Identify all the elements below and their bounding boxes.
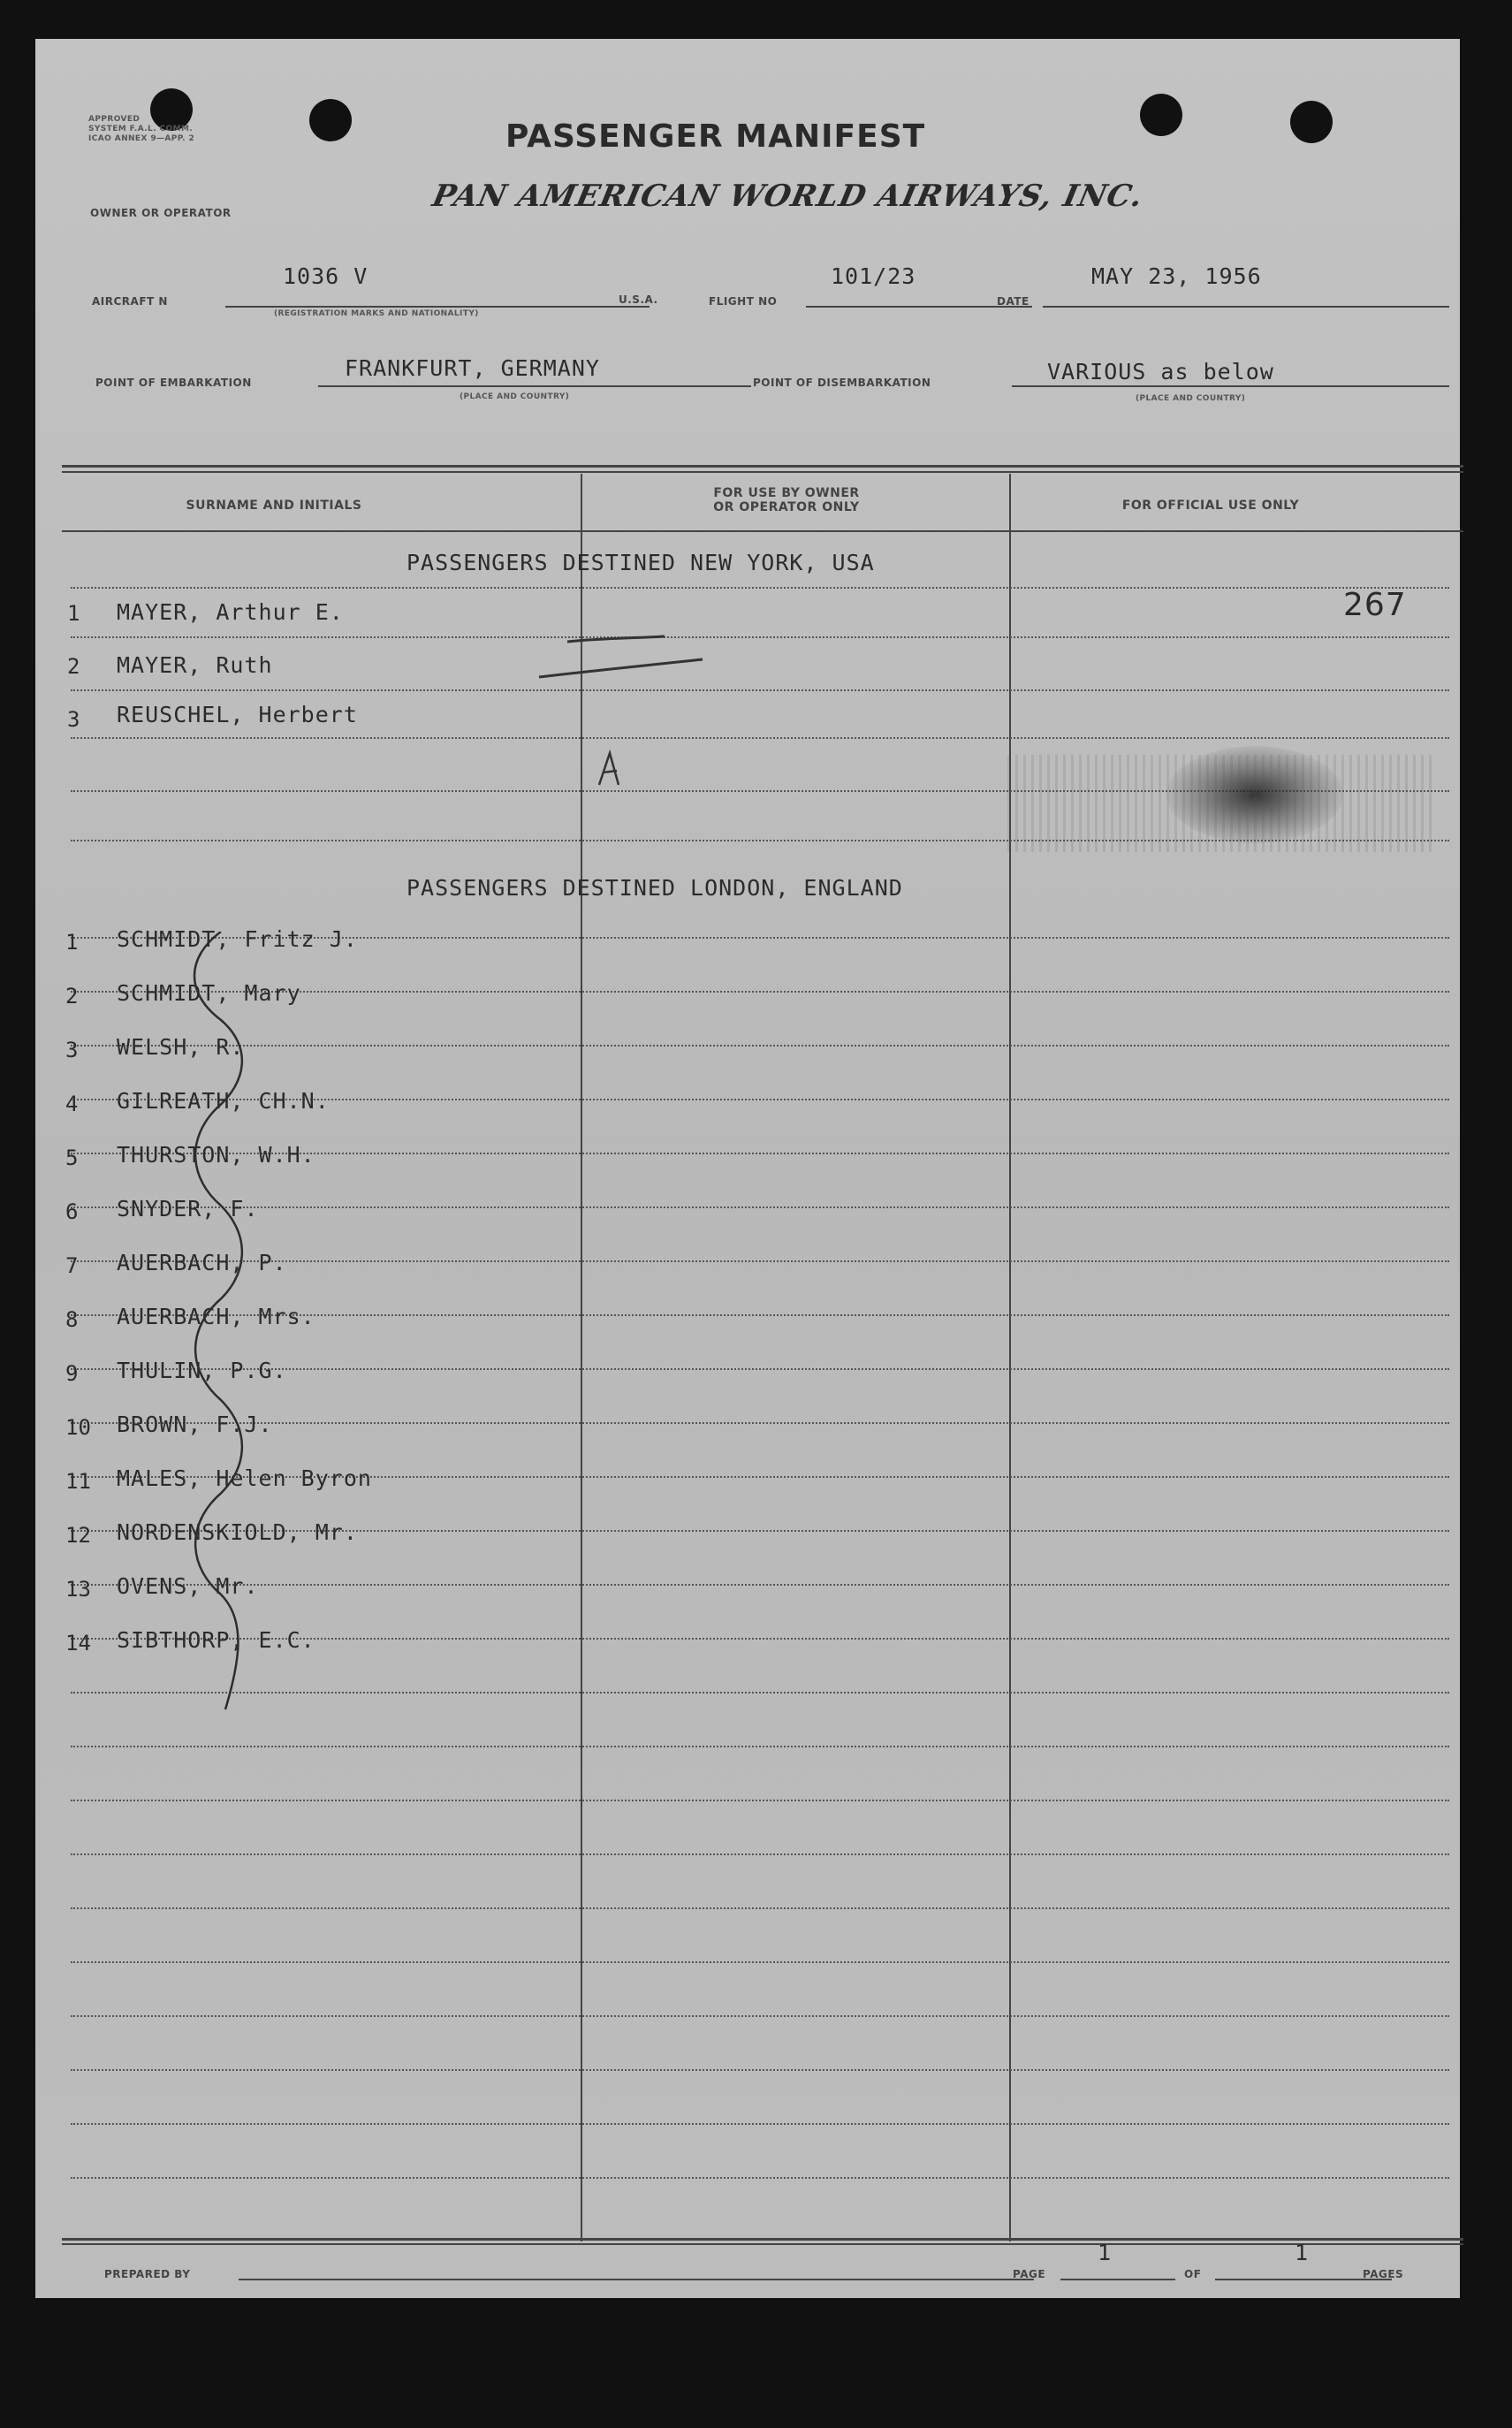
row-number: 1 [67, 601, 80, 626]
row-rule [71, 1746, 1449, 1747]
row-number: 13 [65, 1577, 91, 1602]
table-top-rule [62, 471, 1463, 473]
of-value: 1 [1295, 2240, 1310, 2265]
page-value: 1 [1098, 2240, 1113, 2265]
row-rule [71, 2069, 1449, 2071]
disembark-label: POINT OF DISEMBARKATION [753, 377, 931, 389]
row-number: 10 [65, 1415, 91, 1440]
row-number: 9 [65, 1361, 79, 1386]
registration-caption: (REGISTRATION MARKS AND NATIONALITY) [274, 309, 479, 318]
table-bottom-rule [62, 2243, 1463, 2245]
row-number: 12 [65, 1523, 91, 1548]
table-top-rule [62, 465, 1463, 468]
passenger-name: SCHMIDT, Mary [117, 980, 301, 1006]
column-header-owner: FOR USE BY OWNER OR OPERATOR ONLY [713, 486, 860, 514]
row-rule [71, 1584, 1449, 1586]
aircraft-label: AIRCRAFT N [92, 295, 168, 308]
official-count: 267 [1343, 587, 1407, 623]
handwritten-squiggle [168, 932, 274, 1727]
date-underline [1043, 306, 1449, 308]
row-rule [71, 1800, 1449, 1801]
disembark-value: VARIOUS as below [1047, 359, 1274, 384]
passenger-name: OVENS, Mr. [117, 1573, 259, 1599]
row-rule [71, 2177, 1449, 2179]
date-label: DATE [997, 295, 1030, 308]
punch-hole [309, 99, 352, 141]
row-rule [71, 1961, 1449, 1963]
pages-label: PAGES [1363, 2268, 1404, 2280]
row-number: 7 [65, 1253, 79, 1278]
row-rule [71, 1907, 1449, 1909]
row-rule [71, 1045, 1449, 1047]
airline-name: PAN AMERICAN WORLD AIRWAYS, INC. [429, 179, 1147, 214]
row-rule [71, 1853, 1449, 1855]
flight-label: FLIGHT NO [709, 295, 778, 308]
page-title: PASSENGER MANIFEST [505, 118, 926, 155]
row-number: 5 [65, 1145, 79, 1170]
table-header-rule [62, 530, 1463, 532]
table-bottom-rule [62, 2238, 1463, 2241]
passenger-name: WELSH, R. [117, 1034, 245, 1060]
flight-value: 101/23 [831, 263, 916, 289]
handwritten-marks [530, 587, 760, 799]
aircraft-value: 1036 V [283, 263, 369, 289]
passenger-name: REUSCHEL, Herbert [117, 702, 358, 727]
passenger-name: SCHMIDT, Fritz J. [117, 926, 358, 952]
passenger-name: AUERBACH, P. [117, 1250, 287, 1275]
embark-underline [318, 385, 751, 387]
passenger-name: MALES, Helen Byron [117, 1465, 372, 1491]
embark-value: FRANKFURT, GERMANY [345, 355, 600, 381]
row-number: 2 [67, 654, 80, 679]
column-header-official: FOR OFFICIAL USE ONLY [1121, 499, 1300, 513]
passenger-name: MAYER, Ruth [117, 652, 273, 678]
row-number: 1 [65, 930, 79, 955]
passenger-name: GILREATH, CH.N. [117, 1088, 330, 1114]
page-underline [1060, 2279, 1175, 2280]
passenger-name: THURSTON, W.H. [117, 1142, 315, 1168]
approval-note: APPROVED SYSTEM F.A.L. COMM. ICAO ANNEX 9—APP. 2 [88, 115, 195, 143]
manifest-document [35, 39, 1460, 2298]
column-header-surname: SURNAME AND INITIALS [186, 499, 362, 513]
passenger-name: AUERBACH, Mrs. [117, 1304, 315, 1329]
section-heading: PASSENGERS DESTINED LONDON, ENGLAND [406, 875, 903, 901]
row-rule [71, 1422, 1449, 1424]
punch-hole [1140, 94, 1182, 136]
of-label: OF [1184, 2268, 1202, 2280]
row-rule [71, 636, 1449, 638]
passenger-name: THULIN, P.G. [117, 1358, 287, 1383]
punch-hole [1290, 101, 1333, 143]
owner-operator-label: OWNER OR OPERATOR [90, 207, 232, 219]
row-number: 11 [65, 1469, 91, 1494]
ink-smudge [1007, 755, 1432, 852]
row-number: 2 [65, 984, 79, 1008]
passenger-name: SIBTHORP, E.C. [117, 1627, 315, 1653]
row-rule [71, 737, 1449, 739]
row-rule [71, 1692, 1449, 1694]
usa-label: U.S.A. [619, 293, 658, 306]
date-value: MAY 23, 1956 [1091, 263, 1262, 289]
row-rule [71, 587, 1449, 589]
row-number: 14 [65, 1631, 91, 1655]
embark-label: POINT OF EMBARKATION [95, 377, 252, 389]
row-number: 3 [67, 707, 80, 732]
row-number: 4 [65, 1092, 79, 1116]
prepared-by-label: PREPARED BY [104, 2268, 191, 2280]
row-number: 3 [65, 1038, 79, 1062]
row-rule [71, 689, 1449, 691]
disembark-caption: (PLACE AND COUNTRY) [1136, 394, 1246, 403]
passenger-name: SNYDER, F. [117, 1196, 259, 1222]
aircraft-underline [225, 306, 650, 308]
row-rule [71, 1206, 1449, 1208]
page-label: PAGE [1013, 2268, 1046, 2280]
passenger-name: MAYER, Arthur E. [117, 599, 344, 625]
section-heading: PASSENGERS DESTINED NEW YORK, USA [406, 550, 875, 575]
column-divider [1009, 474, 1011, 2242]
passenger-name: NORDENSKIOLD, Mr. [117, 1519, 358, 1545]
row-rule [71, 2015, 1449, 2017]
prepared-by-underline [239, 2279, 1034, 2280]
embark-caption: (PLACE AND COUNTRY) [460, 392, 570, 401]
row-number: 8 [65, 1307, 79, 1332]
passenger-name: BROWN, F.J. [117, 1412, 273, 1437]
disembark-underline [1012, 385, 1449, 387]
row-rule [71, 2123, 1449, 2125]
row-number: 6 [65, 1199, 79, 1224]
